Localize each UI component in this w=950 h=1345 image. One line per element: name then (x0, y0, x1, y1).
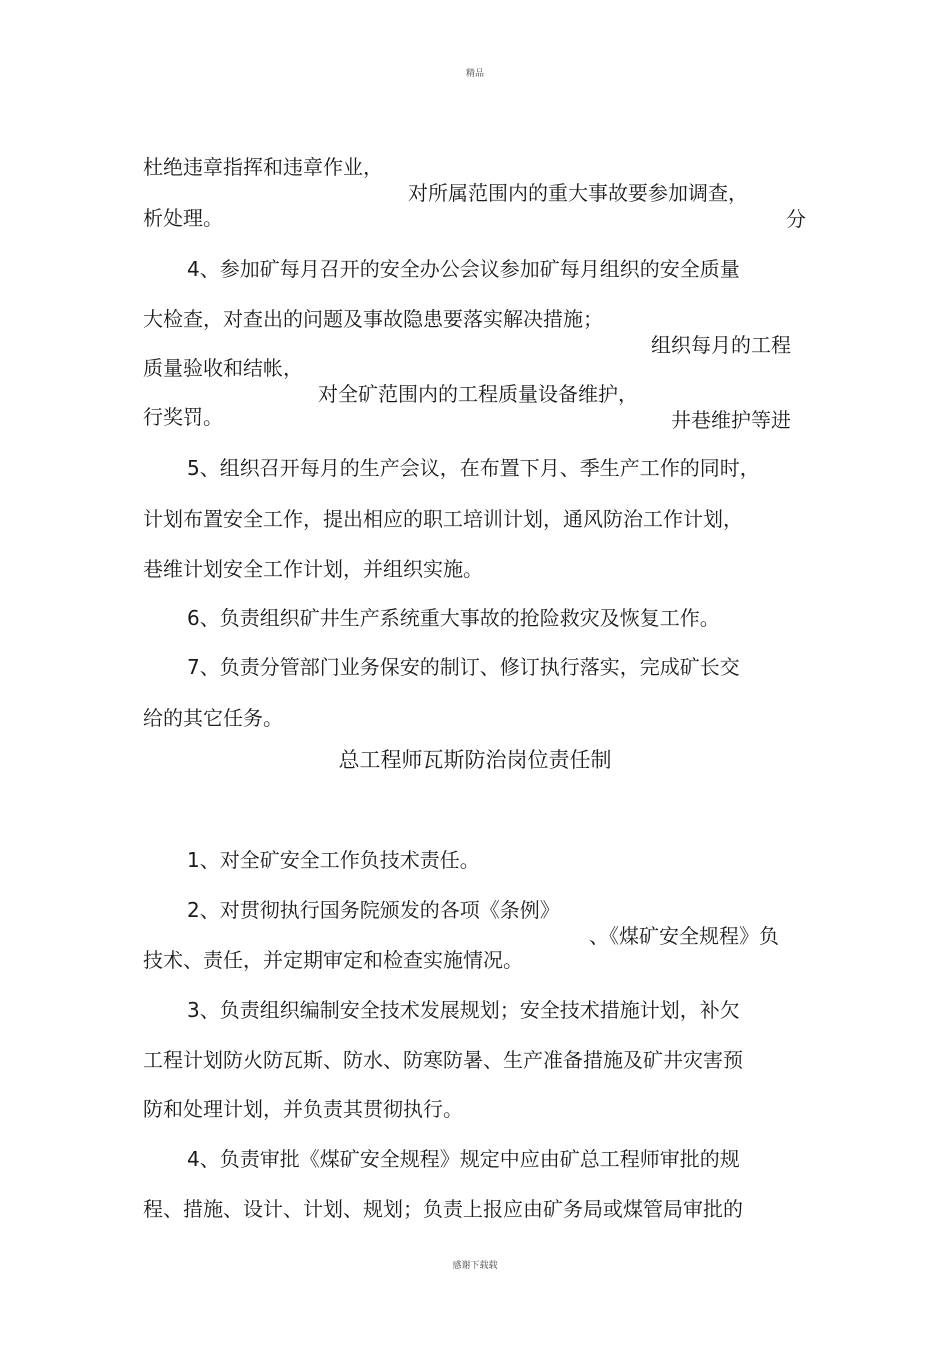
text-segment: 4、参加矿每月召开的安全办公会议参加矿每月组织的安全质量 (187, 257, 740, 281)
text-segment: 组织每月的工程 (651, 333, 791, 357)
text-segment: 杜绝违章指挥和违章作业， (143, 155, 383, 179)
text-segment: 2、对贯彻执行国务院颁发的各项《条例》 (187, 898, 560, 922)
text-line (0, 1170, 950, 1222)
text-segment: 5、组织召开每月的生产会议，在布置下月、季生产工作的同时， (187, 456, 760, 480)
text-segment: 井巷维护等进 (671, 408, 791, 432)
text-segment: 行奖罚。 (143, 405, 223, 429)
text-segment: 6、负责组织矿井生产系统重大事故的抢险救灾及恢复工作。 (187, 606, 720, 630)
text-segment: 技术、责任，并定期审定和检查实施情况。 (143, 948, 523, 972)
text-segment: 对所属范围内的重大事故要参加调查， (408, 181, 748, 205)
text-line (0, 429, 950, 481)
text-segment: 4、负责审批《煤矿安全规程》规定中应由矿总工程师审批的规 (187, 1147, 740, 1171)
text-segment: 析处理。 (143, 206, 223, 230)
text-segment: 分 (786, 207, 806, 231)
text-line (0, 821, 950, 873)
text-line (0, 230, 950, 282)
text-line (0, 1021, 950, 1073)
text-segment: 、《煤矿安全规程》负 (589, 924, 779, 948)
section-title: 总工程师瓦斯防治岗位责任制 (338, 748, 612, 772)
text-segment: 程、措施、设计、计划、规划；负责上报应由矿务局或煤管局审批的 (143, 1197, 743, 1221)
text-line (0, 1120, 950, 1172)
text-segment: 巷维计划安全工作计划，并组织实施。 (143, 557, 483, 581)
text-line (0, 378, 950, 430)
text-line (0, 921, 950, 973)
text-segment: 大检查，对查出的问题及事故隐患要落实解决措施； (143, 307, 603, 331)
text-segment: 7、负责分管部门业务保安的制订、修订执行落实，完成矿长交 (187, 655, 740, 679)
header-watermark: 精品 (465, 69, 484, 79)
text-line (0, 579, 950, 631)
text-segment: 1、对全矿安全工作负技术责任。 (187, 848, 480, 872)
text-segment: 给的其它任务。 (143, 706, 283, 730)
text-line (0, 1070, 950, 1122)
text-line (0, 628, 950, 680)
text-segment: 工程计划防火防瓦斯、防水、防寒防暑、生产准备措施及矿井灾害预 (143, 1048, 743, 1072)
text-segment: 计划布置安全工作，提出相应的职工培训计划，通风防治工作计划， (143, 507, 743, 531)
footer-watermark: 感谢下载载 (452, 1261, 498, 1271)
text-segment: 3、负责组织编制安全技术发展规划；安全技术措施计划，补欠 (187, 998, 740, 1022)
text-line (0, 530, 950, 582)
text-segment: 质量验收和结帐， (143, 356, 303, 380)
text-line (0, 679, 950, 731)
text-line (0, 480, 950, 532)
text-line (0, 179, 950, 231)
text-segment: 对全矿范围内的工程质量设备维护， (318, 382, 638, 406)
text-segment: 防和处理计划，并负责其贯彻执行。 (143, 1097, 463, 1121)
text-line (0, 971, 950, 1023)
